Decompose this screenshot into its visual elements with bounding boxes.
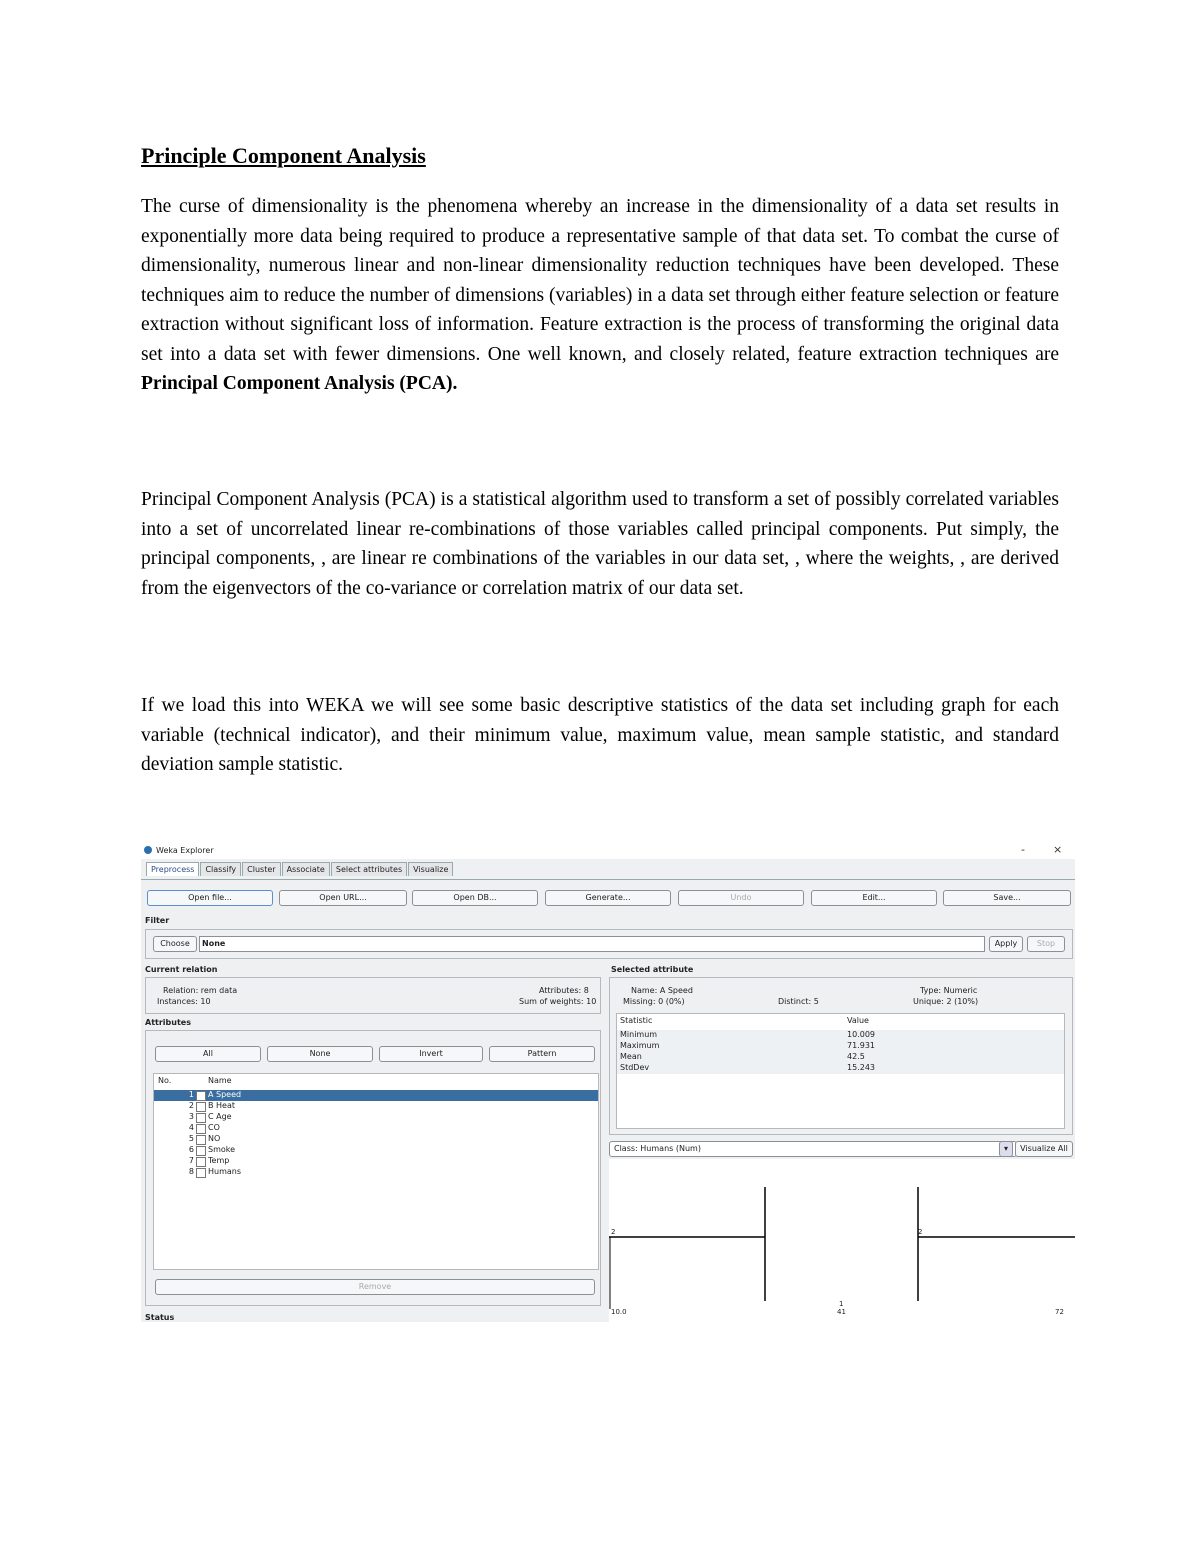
attribute-checkbox[interactable]: [196, 1091, 206, 1101]
class-select[interactable]: Class: Humans (Num): [609, 1141, 1017, 1157]
attributes-table: [153, 1073, 599, 1270]
select-all-button[interactable]: All: [155, 1046, 261, 1062]
remove-button[interactable]: Remove: [155, 1279, 595, 1295]
edit-button[interactable]: Edit...: [811, 890, 937, 906]
weka-bird-icon: [144, 846, 152, 854]
tab-associate[interactable]: Associate: [282, 862, 330, 876]
instances-count: Instances: 10: [157, 997, 211, 1006]
histogram-chart: [609, 1159, 1075, 1322]
axis-min-label: 10.0: [611, 1308, 627, 1316]
bar-count-label: 2: [611, 1228, 616, 1236]
current-relation-panel: [145, 977, 601, 1014]
attribute-checkbox[interactable]: [196, 1124, 206, 1134]
pca-bold-term: Principal Component Analysis (PCA).: [141, 373, 458, 394]
close-icon[interactable]: ×: [1053, 843, 1063, 856]
table-row: Mean 42.5: [617, 1052, 1064, 1063]
table-row: Maximum 71.931: [617, 1041, 1064, 1052]
col-name-header: Name: [208, 1076, 232, 1085]
attributes-title: Attributes: [145, 1018, 191, 1027]
table-row[interactable]: 3 C Age: [188, 1112, 232, 1121]
attribute-missing: Missing: 0 (0%): [623, 997, 685, 1006]
page-title: Principle Component Analysis: [141, 143, 426, 168]
invert-selection-button[interactable]: Invert: [379, 1046, 483, 1062]
save-button[interactable]: Save...: [943, 890, 1071, 906]
generate-button[interactable]: Generate...: [545, 890, 671, 906]
axis-mid-label: 41: [837, 1308, 846, 1316]
attribute-checkbox[interactable]: [196, 1146, 206, 1156]
col-no-header: No.: [158, 1076, 172, 1085]
attribute-distinct: Distinct: 5: [778, 997, 819, 1006]
histogram-panel: [609, 1159, 1075, 1322]
attribute-name: Name: A Speed: [631, 986, 693, 995]
statistics-table: [616, 1013, 1065, 1129]
bar-count-label: 2: [918, 1228, 923, 1236]
open-url-button[interactable]: Open URL...: [279, 890, 407, 906]
attribute-checkbox[interactable]: [196, 1135, 206, 1145]
tab-preprocess[interactable]: Preprocess: [146, 862, 199, 876]
pattern-button[interactable]: Pattern: [489, 1046, 595, 1062]
table-header: Statistic Value: [617, 1016, 1064, 1027]
table-row[interactable]: 1 A Speed: [154, 1090, 598, 1101]
choose-filter-button[interactable]: Choose: [153, 936, 197, 952]
attribute-checkbox[interactable]: [196, 1168, 206, 1178]
table-row[interactable]: 7 Temp: [188, 1156, 230, 1165]
axis-max-label: 72: [1055, 1308, 1064, 1316]
relation-name: Relation: rem data: [163, 986, 238, 995]
sum-of-weights: Sum of weights: 10: [519, 997, 597, 1006]
status-label: Status: [145, 1313, 175, 1322]
table-header: [154, 1076, 598, 1087]
select-none-button[interactable]: None: [267, 1046, 373, 1062]
stop-button[interactable]: Stop: [1027, 936, 1065, 952]
paragraph-pca-definition: Principal Component Analysis (PCA) is a statistical algorithm used to transform a set of possibly correlated variables into a set of uncorrelated linear re-combinations of those variables called principal components. Put simply, the principal components, , are linear re combinations of the variables in our data set, , where the weights, , are derived from the eigenvectors of the co-variance or correlation matrix of our data set.: [141, 489, 1059, 599]
tab-select-attributes[interactable]: Select attributes: [331, 862, 407, 876]
window-titlebar: [141, 841, 1075, 859]
open-file-button[interactable]: Open file...: [147, 890, 273, 906]
mid-count-label: 1: [839, 1300, 844, 1308]
paragraph-weka-intro: If we load this into WEKA we will see some basic descriptive statistics of the data set including graph for each variable (technical indicator), and their minimum value, maximum value, mean sample statistic, and standard deviation sample statistic.: [141, 695, 1059, 775]
tab-bar: [146, 862, 454, 879]
window-title: Weka Explorer: [156, 846, 214, 855]
attributes-count: Attributes: 8: [539, 986, 589, 995]
table-row: Minimum 10.009: [617, 1030, 1064, 1041]
table-row[interactable]: 8 Humans: [188, 1167, 242, 1176]
selected-attribute-title: Selected attribute: [611, 965, 694, 974]
chevron-down-icon[interactable]: ▾: [999, 1141, 1013, 1157]
table-row[interactable]: 4 CO: [188, 1123, 220, 1132]
table-row: StdDev 15.243: [617, 1063, 1064, 1074]
apply-button[interactable]: Apply: [989, 936, 1023, 952]
tab-classify[interactable]: Classify: [200, 862, 241, 876]
table-row[interactable]: 5 NO: [188, 1134, 221, 1143]
attribute-checkbox[interactable]: [196, 1102, 206, 1112]
table-row[interactable]: 2 B Heat: [188, 1101, 236, 1110]
attribute-type: Type: Numeric: [920, 986, 978, 995]
tab-visualize[interactable]: Visualize: [408, 862, 453, 876]
filter-field[interactable]: None: [199, 936, 985, 952]
paragraph-curse-of-dimensionality: The curse of dimensionality is the phenomena whereby an increase in the dimensionality of a data set results in exponentially more data being required to produce a representative sample of that data set. To combat the curse of dimensionality, numerous linear and non-linear dimensionality reduction techniques have been developed. These techniques aim to reduce the number of dimensions (variables) in a data set through either feature selection or feature extraction without significant loss of information. Feature extraction is the process of transforming the original data set into a data set with fewer dimensions. One well known, and closely related, feature extraction techniques are Principal Component Analysis (PCA).: [141, 196, 1059, 394]
table-row[interactable]: 6 Smoke: [188, 1145, 236, 1154]
attribute-checkbox[interactable]: [196, 1157, 206, 1167]
undo-button[interactable]: Undo: [678, 890, 804, 906]
open-db-button[interactable]: Open DB...: [412, 890, 538, 906]
attribute-unique: Unique: 2 (10%): [913, 997, 979, 1006]
current-relation-title: Current relation: [145, 965, 218, 974]
filter-label: Filter: [145, 916, 170, 925]
tab-cluster[interactable]: Cluster: [242, 862, 280, 876]
weka-explorer-screenshot: [141, 841, 1075, 1322]
visualize-all-button[interactable]: Visualize All: [1015, 1141, 1073, 1157]
attribute-checkbox[interactable]: [196, 1113, 206, 1123]
minimize-icon[interactable]: -: [1021, 843, 1025, 856]
